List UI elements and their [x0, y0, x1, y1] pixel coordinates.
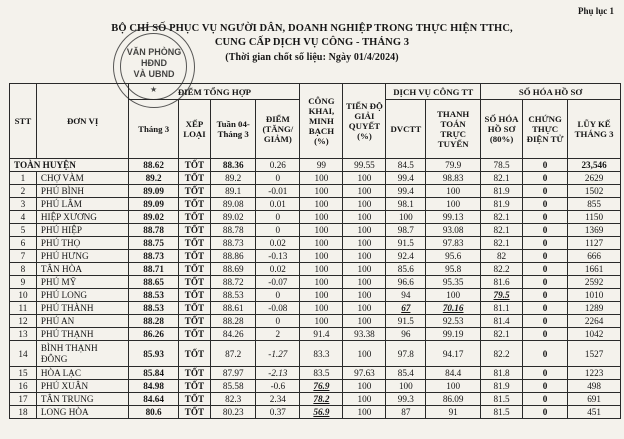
header-week: Tuần 04-Tháng 3 [211, 100, 256, 159]
cell-rank: TỐT [178, 263, 210, 276]
cell-public: 100 [300, 185, 343, 198]
cell-public: 100 [300, 211, 343, 224]
cell-rank: TỐT [178, 224, 210, 237]
cell-month3: 86.26 [129, 328, 178, 341]
cell-change: -2.13 [256, 367, 300, 380]
total-digitized: 78.5 [481, 159, 523, 172]
cell-stt: 11 [10, 302, 37, 315]
cell-digitized: 81.9 [481, 198, 523, 211]
cell-public: 100 [300, 276, 343, 289]
cell-progress: 100 [343, 393, 386, 406]
cell-stt: 3 [10, 198, 37, 211]
cell-cumulative: 1042 [568, 328, 621, 341]
cell-name: PHÚ THẠNH [36, 328, 129, 341]
total-rank: TỐT [178, 159, 210, 172]
cell-digitized: 82.1 [481, 172, 523, 185]
cell-progress: 100 [343, 250, 386, 263]
cell-change: -0.08 [256, 302, 300, 315]
cell-week: 85.58 [211, 380, 256, 393]
cell-dvctt: 67 [386, 302, 426, 315]
cell-week: 80.23 [211, 406, 256, 419]
cell-cumulative: 855 [568, 198, 621, 211]
total-dvctt: 84.5 [386, 159, 426, 172]
total-cert: 0 [523, 159, 568, 172]
cell-stt: 4 [10, 211, 37, 224]
cell-month3: 85.84 [129, 367, 178, 380]
cell-rank: TỐT [178, 211, 210, 224]
cell-stt: 17 [10, 393, 37, 406]
report-title-line-2: CUNG CẤP DỊCH VỤ CÔNG - THÁNG 3 [214, 37, 410, 48]
cell-name: PHÚ THỌ [36, 237, 129, 250]
cell-cert: 0 [523, 341, 568, 367]
cell-cumulative: 1502 [568, 185, 621, 198]
cell-change: 0 [256, 224, 300, 237]
header-change: ĐIỂM (TĂNG/ GIẢM) [256, 100, 300, 159]
total-change: 0.26 [256, 159, 300, 172]
cell-month3: 89.09 [129, 198, 178, 211]
cell-payment: 70.16 [426, 302, 481, 315]
cell-public: 78.2 [300, 393, 343, 406]
stamp-line-1: VĂN PHÒNG [126, 47, 182, 57]
table-row [10, 211, 621, 224]
cell-week: 89.08 [211, 198, 256, 211]
stamp-line-3: VÀ UBND [133, 69, 175, 79]
appendix-label: Phụ lục 1 [577, 6, 614, 16]
cell-week: 82.3 [211, 393, 256, 406]
cell-rank: TỐT [178, 367, 210, 380]
cell-digitized: 82.2 [481, 341, 523, 367]
cell-name: PHÚ LONG [36, 289, 129, 302]
cell-digitized: 81.4 [481, 315, 523, 328]
cell-name: PHÚ HIỆP [36, 224, 129, 237]
cell-public: 100 [300, 198, 343, 211]
cell-dvctt: 96.6 [386, 276, 426, 289]
table-row [10, 185, 621, 198]
cell-month3: 88.53 [129, 289, 178, 302]
cell-rank: TỐT [178, 172, 210, 185]
cell-week: 89.02 [211, 211, 256, 224]
cell-week: 87.2 [211, 341, 256, 367]
cell-dvctt: 85.4 [386, 367, 426, 380]
table-row [10, 172, 621, 185]
cell-progress: 100 [343, 198, 386, 211]
cell-payment: 93.08 [426, 224, 481, 237]
cell-change: 0 [256, 172, 300, 185]
cell-dvctt: 87 [386, 406, 426, 419]
cell-cumulative: 691 [568, 393, 621, 406]
header-digitized: SỐ HÓA HỒ SƠ (80%) [481, 100, 523, 159]
cell-month3: 89.09 [129, 185, 178, 198]
cell-public: 100 [300, 263, 343, 276]
cell-cumulative: 1527 [568, 341, 621, 367]
cell-payment: 97.83 [426, 237, 481, 250]
cell-cert: 0 [523, 250, 568, 263]
cell-stt: 1 [10, 172, 37, 185]
table-row [10, 250, 621, 263]
cell-cert: 0 [523, 302, 568, 315]
cell-change: -0.07 [256, 276, 300, 289]
cell-stt: 9 [10, 276, 37, 289]
cell-progress: 100 [343, 341, 386, 367]
cell-digitized: 81.5 [481, 406, 523, 419]
cell-stt: 10 [10, 289, 37, 302]
cell-name: TÂN HÒA [36, 263, 129, 276]
cell-dvctt: 100 [386, 211, 426, 224]
cell-public: 100 [300, 289, 343, 302]
cell-name: BÌNH THẠNH ĐÔNG [36, 341, 129, 367]
cell-change: 0.02 [256, 263, 300, 276]
score-table [9, 83, 621, 419]
cell-stt: 16 [10, 380, 37, 393]
cell-digitized: 81.8 [481, 367, 523, 380]
cell-rank: TỐT [178, 393, 210, 406]
cell-stt: 14 [10, 341, 37, 367]
cell-payment: 84.4 [426, 367, 481, 380]
cell-digitized: 82.1 [481, 328, 523, 341]
cell-name: PHÚ THÀNH [36, 302, 129, 315]
cell-public: 76.9 [300, 380, 343, 393]
cell-stt: 18 [10, 406, 37, 419]
stamp-line-2: HĐND [141, 58, 167, 68]
cell-month3: 89.2 [129, 172, 178, 185]
cell-dvctt: 85.6 [386, 263, 426, 276]
header-progress: TIẾN ĐỘ GIẢI QUYẾT (%) [343, 84, 386, 159]
cell-digitized: 81.9 [481, 185, 523, 198]
header-dvctt: DVCTT [386, 100, 426, 159]
cell-month3: 88.71 [129, 263, 178, 276]
cell-cumulative: 1661 [568, 263, 621, 276]
cell-change: 2.34 [256, 393, 300, 406]
cell-progress: 100 [343, 224, 386, 237]
cell-name: PHÚ AN [36, 315, 129, 328]
cell-payment: 99.19 [426, 328, 481, 341]
table-row [10, 224, 621, 237]
cell-week: 88.73 [211, 237, 256, 250]
cell-cert: 0 [523, 315, 568, 328]
cell-cumulative: 1150 [568, 211, 621, 224]
cell-stt: 5 [10, 224, 37, 237]
cell-cumulative: 2264 [568, 315, 621, 328]
total-public: 99 [300, 159, 343, 172]
cell-dvctt: 91.5 [386, 237, 426, 250]
cell-month3: 85.93 [129, 341, 178, 367]
cell-digitized: 82.1 [481, 224, 523, 237]
cell-week: 88.61 [211, 302, 256, 315]
cell-change: -0.13 [256, 250, 300, 263]
cell-cert: 0 [523, 198, 568, 211]
total-week: 88.36 [211, 159, 256, 172]
cell-dvctt: 96 [386, 328, 426, 341]
cell-name: PHÚ MỸ [36, 276, 129, 289]
header-row-groups [10, 84, 621, 100]
cell-stt: 2 [10, 185, 37, 198]
cell-public: 100 [300, 224, 343, 237]
cell-progress: 97.63 [343, 367, 386, 380]
cell-payment: 100 [426, 198, 481, 211]
header-cert: CHỨNG THỰC ĐIỆN TỬ [523, 100, 568, 159]
cell-dvctt: 99.4 [386, 172, 426, 185]
cell-digitized: 81.6 [481, 276, 523, 289]
cell-cert: 0 [523, 185, 568, 198]
cell-digitized: 82 [481, 250, 523, 263]
cell-payment: 98.83 [426, 172, 481, 185]
cell-rank: TỐT [178, 302, 210, 315]
table-row [10, 237, 621, 250]
cell-digitized: 81.5 [481, 393, 523, 406]
cell-stt: 15 [10, 367, 37, 380]
total-payment: 79.9 [426, 159, 481, 172]
cell-digitized: 82.1 [481, 211, 523, 224]
total-cumulative: 23,546 [568, 159, 621, 172]
cell-rank: TỐT [178, 406, 210, 419]
cell-dvctt: 94 [386, 289, 426, 302]
cell-dvctt: 99.3 [386, 393, 426, 406]
cell-change: 0 [256, 315, 300, 328]
cell-month3: 88.28 [129, 315, 178, 328]
cell-rank: TỐT [178, 198, 210, 211]
cell-stt: 7 [10, 250, 37, 263]
cell-rank: TỐT [178, 341, 210, 367]
total-name: TOÀN HUYỆN [10, 159, 129, 172]
cell-rank: TỐT [178, 237, 210, 250]
table-row [10, 289, 621, 302]
cell-cumulative: 1010 [568, 289, 621, 302]
cell-name: PHÚ HƯNG [36, 250, 129, 263]
cell-progress: 100 [343, 276, 386, 289]
cell-payment: 91 [426, 406, 481, 419]
cell-cert: 0 [523, 276, 568, 289]
cell-digitized: 81.1 [481, 302, 523, 315]
cell-rank: TỐT [178, 328, 210, 341]
cell-month3: 89.02 [129, 211, 178, 224]
cell-name: PHÚ XUÂN [36, 380, 129, 393]
cell-month3: 88.73 [129, 250, 178, 263]
cell-change: 2 [256, 328, 300, 341]
header-public: CÔNG KHAI, MINH BẠCH (%) [300, 84, 343, 159]
cell-rank: TỐT [178, 380, 210, 393]
cell-name: HIỆP XƯƠNG [36, 211, 129, 224]
cell-public: 100 [300, 250, 343, 263]
cell-cert: 0 [523, 328, 568, 341]
cell-dvctt: 91.5 [386, 315, 426, 328]
cell-payment: 100 [426, 380, 481, 393]
table-row [10, 380, 621, 393]
cell-week: 88.78 [211, 224, 256, 237]
cell-rank: TỐT [178, 185, 210, 198]
cell-rank: TỐT [178, 289, 210, 302]
cell-month3: 80.6 [129, 406, 178, 419]
cell-public: 100 [300, 172, 343, 185]
cell-progress: 100 [343, 289, 386, 302]
cell-digitized: 82.2 [481, 263, 523, 276]
cell-week: 88.69 [211, 263, 256, 276]
report-date-note: (Thời gian chốt số liệu: Ngày 01/4/2024) [225, 52, 399, 63]
header-group-score: ĐIỂM TỔNG HỢP [129, 84, 300, 100]
cell-name: PHÚ BÌNH [36, 185, 129, 198]
cell-progress: 100 [343, 237, 386, 250]
cell-progress: 100 [343, 185, 386, 198]
table-row [10, 367, 621, 380]
cell-name: CHỢ VÀM [36, 172, 129, 185]
cell-cert: 0 [523, 263, 568, 276]
cell-week: 88.28 [211, 315, 256, 328]
cell-progress: 93.38 [343, 328, 386, 341]
cell-week: 89.2 [211, 172, 256, 185]
table-row [10, 315, 621, 328]
cell-cumulative: 1127 [568, 237, 621, 250]
cell-cert: 0 [523, 380, 568, 393]
cell-cumulative: 451 [568, 406, 621, 419]
cell-dvctt: 97.8 [386, 341, 426, 367]
header-rank: XẾP LOẠI [178, 100, 210, 159]
cell-month3: 88.65 [129, 276, 178, 289]
cell-payment: 95.6 [426, 250, 481, 263]
cell-week: 88.53 [211, 289, 256, 302]
cell-month3: 88.53 [129, 302, 178, 315]
cell-cert: 0 [523, 172, 568, 185]
cell-dvctt: 98.7 [386, 224, 426, 237]
cell-rank: TỐT [178, 315, 210, 328]
cell-change: 0.01 [256, 198, 300, 211]
header-unit: ĐƠN VỊ [36, 84, 129, 159]
cell-public: 100 [300, 315, 343, 328]
cell-month3: 84.64 [129, 393, 178, 406]
header-cumulative: LŨY KẾ THÁNG 3 [568, 100, 621, 159]
cell-payment: 94.17 [426, 341, 481, 367]
cell-progress: 100 [343, 302, 386, 315]
cell-progress: 100 [343, 263, 386, 276]
cell-progress: 100 [343, 211, 386, 224]
cell-stt: 12 [10, 315, 37, 328]
cell-week: 89.1 [211, 185, 256, 198]
cell-month3: 88.75 [129, 237, 178, 250]
table-row [10, 341, 621, 367]
cell-cumulative: 498 [568, 380, 621, 393]
total-row [10, 159, 621, 172]
table-row [10, 393, 621, 406]
cell-change: 0.02 [256, 237, 300, 250]
table-row [10, 263, 621, 276]
cell-public: 56.9 [300, 406, 343, 419]
cell-change: 0 [256, 289, 300, 302]
cell-week: 88.72 [211, 276, 256, 289]
cell-payment: 100 [426, 289, 481, 302]
cell-digitized: 79.5 [481, 289, 523, 302]
cell-progress: 100 [343, 380, 386, 393]
header-group-online: DỊCH VỤ CÔNG TT [386, 84, 481, 100]
cell-dvctt: 99.4 [386, 185, 426, 198]
stamp-star-icon: ★ [150, 85, 158, 94]
cell-change: -0.01 [256, 185, 300, 198]
table-row [10, 406, 621, 419]
cell-rank: TỐT [178, 250, 210, 263]
cell-dvctt: 92.4 [386, 250, 426, 263]
cell-week: 84.26 [211, 328, 256, 341]
cell-change: 0.37 [256, 406, 300, 419]
total-month3: 88.62 [129, 159, 178, 172]
cell-public: 91.4 [300, 328, 343, 341]
cell-progress: 100 [343, 406, 386, 419]
cell-week: 88.86 [211, 250, 256, 263]
cell-change: -0.6 [256, 380, 300, 393]
header-month3: Tháng 3 [129, 100, 178, 159]
cell-cumulative: 2592 [568, 276, 621, 289]
table-row [10, 302, 621, 315]
cell-name: HÒA LẠC [36, 367, 129, 380]
cell-cumulative: 1223 [568, 367, 621, 380]
cell-cumulative: 2629 [568, 172, 621, 185]
cell-dvctt: 98.1 [386, 198, 426, 211]
cell-change: 0 [256, 211, 300, 224]
table-row [10, 276, 621, 289]
cell-cert: 0 [523, 211, 568, 224]
cell-cert: 0 [523, 393, 568, 406]
cell-cert: 0 [523, 237, 568, 250]
report-title-line-1: BỘ CHỈ SỐ PHỤC VỤ NGƯỜI DÂN, DOANH NGHIỆP TRONG THỰC HIỆN TTHC, [111, 23, 513, 34]
cell-cumulative: 1369 [568, 224, 621, 237]
cell-stt: 13 [10, 328, 37, 341]
table-row [10, 198, 621, 211]
cell-public: 100 [300, 237, 343, 250]
cell-public: 83.3 [300, 341, 343, 367]
cell-cert: 0 [523, 367, 568, 380]
header-group-digital: SỐ HÓA HỒ SƠ [481, 84, 621, 100]
cell-name: LONG HÒA [36, 406, 129, 419]
cell-cert: 0 [523, 224, 568, 237]
table-row [10, 328, 621, 341]
cell-cumulative: 1289 [568, 302, 621, 315]
cell-payment: 95.35 [426, 276, 481, 289]
cell-payment: 92.53 [426, 315, 481, 328]
cell-payment: 100 [426, 185, 481, 198]
cell-public: 100 [300, 302, 343, 315]
cell-cert: 0 [523, 289, 568, 302]
cell-stt: 8 [10, 263, 37, 276]
cell-public: 83.5 [300, 367, 343, 380]
cell-digitized: 82.1 [481, 237, 523, 250]
cell-rank: TỐT [178, 276, 210, 289]
cell-payment: 99.13 [426, 211, 481, 224]
cell-payment: 86.09 [426, 393, 481, 406]
cell-cumulative: 666 [568, 250, 621, 263]
cell-month3: 84.98 [129, 380, 178, 393]
cell-dvctt: 100 [386, 380, 426, 393]
cell-digitized: 81.9 [481, 380, 523, 393]
cell-cert: 0 [523, 406, 568, 419]
cell-week: 87.97 [211, 367, 256, 380]
cell-progress: 100 [343, 315, 386, 328]
header-payment: THANH TOÁN TRỰC TUYẾN [426, 100, 481, 159]
header-stt: STT [10, 84, 37, 159]
total-progress: 99.55 [343, 159, 386, 172]
cell-progress: 100 [343, 172, 386, 185]
cell-change: -1.27 [256, 341, 300, 367]
cell-stt: 6 [10, 237, 37, 250]
cell-month3: 88.78 [129, 224, 178, 237]
cell-name: TÂN TRUNG [36, 393, 129, 406]
cell-payment: 95.8 [426, 263, 481, 276]
cell-name: PHÚ LÂM [36, 198, 129, 211]
